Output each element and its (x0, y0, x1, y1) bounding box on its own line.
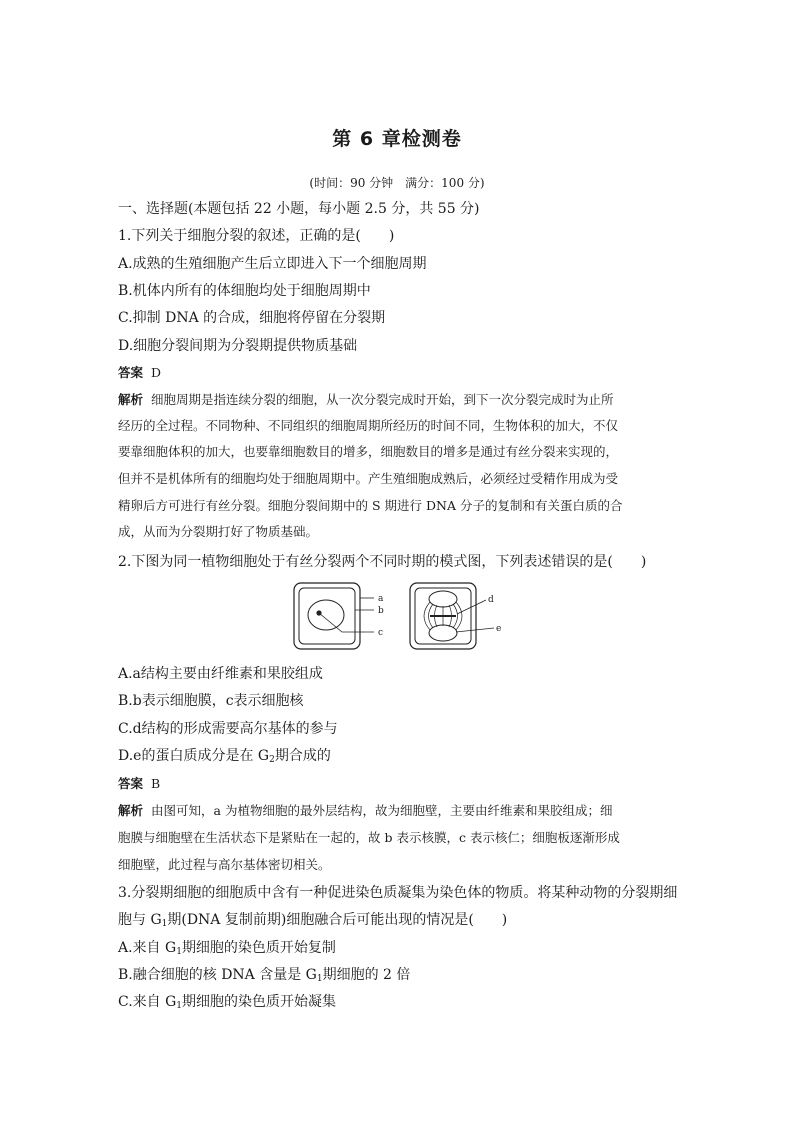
q3-stem: 3.分裂期细胞的细胞质中含有一种促进染色质凝集为染色体的物质。将某种动物的分裂期细 (118, 885, 678, 901)
q2-analysis-line: 细胞壁，此过程与高尔基体密切相关。 (118, 857, 331, 872)
q1-analysis-line (118, 390, 614, 410)
q1-analysis-line: 成，从而为分裂期打好了物质基础。 (118, 524, 319, 539)
nucleus (308, 600, 344, 630)
q1-analysis-line: 要靠细胞体积的加大，也要靠细胞数目的增多，细胞数目的增多是通过有丝分裂来实现的， (118, 444, 619, 459)
q3-option-b: B.融合细胞的核 DNA 含量是 $G_1$期细胞的 2 倍 (118, 967, 411, 984)
daughter-nucleus-bottom (429, 625, 457, 641)
cell-division-figure (290, 580, 520, 656)
label-d: d (488, 595, 494, 605)
q2-option-a: A.a结构主要由纤维素和果胶组成 (118, 666, 323, 682)
q2-analysis-line: 胞膜与细胞壁在生活状态下是紧贴在一起的，故 b 表示核膜，c 表示核仁；细胞板逐渐形成 (118, 830, 620, 845)
q1-stem: 1.下列关于细胞分裂的叙述，正确的是( ) (118, 228, 395, 244)
daughter-nucleus-top (429, 591, 457, 607)
q2-option-d: D.e的蛋白质成分是在 $G_2$期合成的 (118, 748, 331, 765)
answer-value: D (151, 365, 162, 380)
answer-value: B (151, 776, 161, 791)
q2-option-c: C.d结构的形成需要高尔基体的参与 (118, 721, 338, 737)
q1-analysis-line: 经历的全过程。不同物种、不同组织的细胞周期所经历的时间不同，生物体积的加大，不仅 (118, 418, 619, 433)
cell-membrane-outline (299, 588, 355, 644)
q2-stem: 2.下图为同一植物细胞处于有丝分裂两个不同时期的模式图，下列表述错误的是( ) (118, 554, 647, 570)
label-a: a (378, 594, 384, 604)
analysis-text: 细胞周期是指连续分裂的细胞，从一次分裂完成时开始，到下一次分裂完成时为止所 (151, 392, 614, 407)
label-b: b (378, 606, 384, 616)
q2-analysis-line (118, 801, 612, 821)
exam-info: (时间：90 分钟 满分：100 分) (309, 176, 485, 190)
q1-option-b: B.机体内所有的体细胞均处于细胞周期中 (118, 283, 371, 299)
q1-option-d: D.细胞分裂间期为分裂期提供物质基础 (118, 338, 358, 354)
q3-option-c: C.来自 $G_1$期细胞的染色质开始凝集 (118, 994, 337, 1011)
q2-answer (118, 774, 160, 794)
q1-analysis-line: 但并不是机体所有的细胞均处于细胞周期中。产生殖细胞成熟后，必须经过受精作用成为受 (118, 471, 619, 486)
analysis-label: 解析 (118, 392, 144, 407)
q1-analysis-line: 精卵后方可进行有丝分裂。细胞分裂间期中的 S 期进行 DNA 分子的复制和有关蛋白质的合 (118, 498, 623, 513)
label-c: c (378, 628, 384, 638)
q3-stem: 胞与 $G_1$期(DNA 复制前期)细胞融合后可能出现的情况是( ) (118, 912, 508, 929)
answer-label: 答案 (118, 776, 144, 791)
q2-option-b: B.b表示细胞膜，c表示细胞核 (118, 693, 304, 709)
section-heading: 一、选择题(本题包括 22 小题，每小题 2.5 分，共 55 分) (118, 201, 480, 217)
label-e: e (496, 624, 502, 634)
page-title: 第 6 章检测卷 (332, 128, 462, 150)
answer-label: 答案 (118, 365, 144, 380)
q3-option-a: A.来自 $G_1$期细胞的染色质开始复制 (118, 940, 336, 957)
q1-option-a: A.成熟的生殖细胞产生后立即进入下一个细胞周期 (118, 256, 427, 272)
q1-option-c: C.抑制 DNA 的合成，细胞将停留在分裂期 (118, 310, 386, 326)
cell-wall-outline (294, 583, 360, 649)
q1-answer (118, 363, 161, 383)
analysis-label: 解析 (118, 803, 144, 818)
analysis-text: 由图可知，a 为植物细胞的最外层结构，故为细胞壁，主要由纤维素和果胶组成；细 (151, 803, 613, 818)
